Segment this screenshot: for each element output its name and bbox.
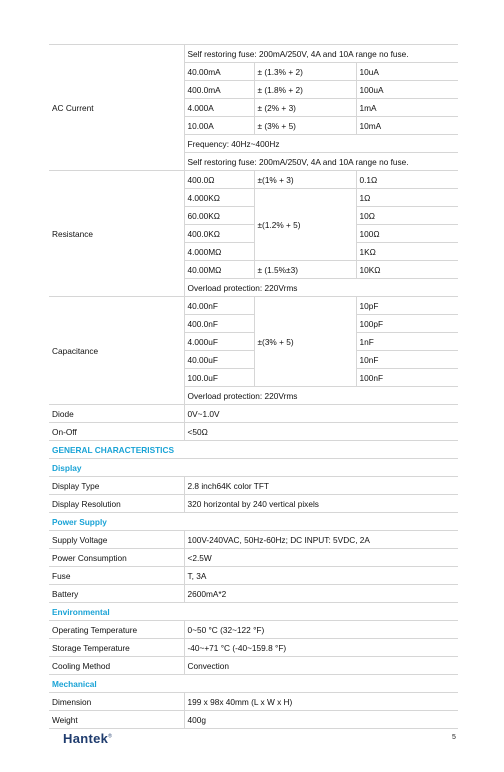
resolution-cell: 1Ω <box>356 189 458 207</box>
range-cell: 100.0uF <box>184 369 254 387</box>
registered-mark: ® <box>108 733 113 740</box>
range-cell: 4.000uF <box>184 333 254 351</box>
table-row <box>49 657 458 675</box>
table-row <box>49 585 458 603</box>
logo-text: Hantek <box>63 731 109 746</box>
table-row <box>49 423 458 441</box>
power-supply-heading: Power Supply <box>49 513 458 531</box>
ac-fuse-note-top: Self restoring fuse: 200mA/250V, 4A and 10A range no fuse. <box>184 45 458 63</box>
table-row <box>49 693 458 711</box>
table-row <box>49 621 458 639</box>
accuracy-cell: ±(1% + 3) <box>254 171 356 189</box>
resolution-cell: 10nF <box>356 351 458 369</box>
table-row <box>49 603 458 621</box>
spec-value: 100V-240VAC, 50Hz-60Hz; DC INPUT: 5VDC, 2A <box>184 531 458 549</box>
table-row <box>49 477 458 495</box>
general-heading: GENERAL CHARACTERISTICS <box>49 441 458 459</box>
frequency-note: Frequency: 40Hz~400Hz <box>184 135 458 153</box>
table-row <box>49 639 458 657</box>
table-row <box>49 441 458 459</box>
table-row <box>49 405 458 423</box>
resolution-cell: 1nF <box>356 333 458 351</box>
resistance-label: Resistance <box>49 171 184 297</box>
spec-table <box>49 44 458 729</box>
spec-value: 400g <box>184 711 458 729</box>
onoff-label: On-Off <box>49 423 184 441</box>
spec-label: Storage Temperature <box>49 639 184 657</box>
accuracy-cell: ± (1.5%±3) <box>254 261 356 279</box>
spec-label: Battery <box>49 585 184 603</box>
spec-label: Weight <box>49 711 184 729</box>
range-cell: 40.00mA <box>184 63 254 81</box>
hantek-logo <box>63 731 112 746</box>
display-heading: Display <box>49 459 458 477</box>
range-cell: 10.00A <box>184 117 254 135</box>
range-cell: 400.0nF <box>184 315 254 333</box>
spec-value: <2.5W <box>184 549 458 567</box>
accuracy-cell: ± (3% + 5) <box>254 117 356 135</box>
table-row <box>49 171 458 189</box>
table-row <box>49 495 458 513</box>
spec-label: Dimension <box>49 693 184 711</box>
page-number: 5 <box>452 734 456 741</box>
table-row <box>49 531 458 549</box>
spec-label: Display Resolution <box>49 495 184 513</box>
spec-value: 2600mA*2 <box>184 585 458 603</box>
range-cell: 60.00KΩ <box>184 207 254 225</box>
onoff-value: <50Ω <box>184 423 458 441</box>
accuracy-cell-merged: ±(1.2% + 5) <box>254 189 356 261</box>
resistance-overload-note: Overload protection: 220Vrms <box>184 279 458 297</box>
spec-value: 199 x 98x 40mm (L x W x H) <box>184 693 458 711</box>
spec-label: Operating Temperature <box>49 621 184 639</box>
spec-value: 0~50 °C (32~122 °F) <box>184 621 458 639</box>
ac-current-label: AC Current <box>49 45 184 171</box>
accuracy-cell-merged: ±(3% + 5) <box>254 297 356 387</box>
spec-label: Display Type <box>49 477 184 495</box>
spec-label: Power Consumption <box>49 549 184 567</box>
spec-value: T, 3A <box>184 567 458 585</box>
spec-value: 2.8 inch64K color TFT <box>184 477 458 495</box>
capacitance-overload-note: Overload protection: 220Vrms <box>184 387 458 405</box>
table-row <box>49 45 458 63</box>
spec-value: Convection <box>184 657 458 675</box>
table-row <box>49 567 458 585</box>
range-cell: 4.000KΩ <box>184 189 254 207</box>
resolution-cell: 10pF <box>356 297 458 315</box>
resolution-cell: 10KΩ <box>356 261 458 279</box>
table-row <box>49 297 458 315</box>
range-cell: 40.00nF <box>184 297 254 315</box>
resolution-cell: 10uA <box>356 63 458 81</box>
range-cell: 40.00MΩ <box>184 261 254 279</box>
table-row <box>49 675 458 693</box>
table-row <box>49 459 458 477</box>
resolution-cell: 100Ω <box>356 225 458 243</box>
spec-label: Cooling Method <box>49 657 184 675</box>
spec-value: -40~+71 °C (-40~159.8 °F) <box>184 639 458 657</box>
spec-label: Supply Voltage <box>49 531 184 549</box>
resolution-cell: 10mA <box>356 117 458 135</box>
resolution-cell: 100pF <box>356 315 458 333</box>
range-cell: 4.000MΩ <box>184 243 254 261</box>
spec-value: 320 horizontal by 240 vertical pixels <box>184 495 458 513</box>
range-cell: 400.0mA <box>184 81 254 99</box>
resolution-cell: 0.1Ω <box>356 171 458 189</box>
diode-label: Diode <box>49 405 184 423</box>
spec-label: Fuse <box>49 567 184 585</box>
resolution-cell: 1KΩ <box>356 243 458 261</box>
environmental-heading: Environmental <box>49 603 458 621</box>
accuracy-cell: ± (1.3% + 2) <box>254 63 356 81</box>
diode-value: 0V~1.0V <box>184 405 458 423</box>
table-row <box>49 513 458 531</box>
ac-fuse-note: Self restoring fuse: 200mA/250V, 4A and 10A range no fuse. <box>184 153 458 171</box>
resolution-cell: 100nF <box>356 369 458 387</box>
range-cell: 400.0Ω <box>184 171 254 189</box>
resolution-cell: 1mA <box>356 99 458 117</box>
resolution-cell: 10Ω <box>356 207 458 225</box>
resolution-cell: 100uA <box>356 81 458 99</box>
table-row <box>49 549 458 567</box>
range-cell: 4.000A <box>184 99 254 117</box>
mechanical-heading: Mechanical <box>49 675 458 693</box>
capacitance-label: Capacitance <box>49 297 184 405</box>
table-row <box>49 711 458 729</box>
range-cell: 40.00uF <box>184 351 254 369</box>
accuracy-cell: ± (1.8% + 2) <box>254 81 356 99</box>
accuracy-cell: ± (2% + 3) <box>254 99 356 117</box>
range-cell: 400.0KΩ <box>184 225 254 243</box>
